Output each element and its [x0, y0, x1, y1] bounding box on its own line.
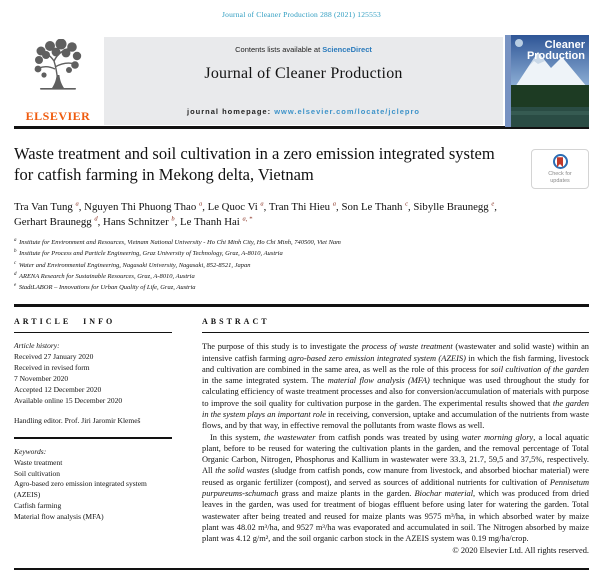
affiliation: $^a$ Institute for Environment and Resources, Vietnam National University - Ho Chi Minh City, Ho Chi Minh, 740500, Viet Nam: [14, 238, 341, 247]
abstract-paragraph: In this system, the wastewater from catfish ponds was treated by using water morning glory, a local aquatic plant, before to be reused for watering the cultivation plants in the garden, and the removal percentage of Total Organic Carbon, Nitrogen, Phosphorus and Kallium in wastewater were 33.3, 21.7, 59,5 and 37,5%, respectively. All the solid wastes (sludge from catfish ponds, cow manure from livestock, and absorbed biochar material) were reused as organic fertilizer (compost), and served as sources of additional nutrients for cultivation of Pennisetum purpureums-schumach grass and maize plants in the garden. Biochar material, which was produced from dried leaves in the garden, was used for treatment of biogas effluent before using later for watering the garden. Total wastewater after being treated and reused for maize plants was 9575 m³/ha, in which absorbed water by maize plant was 48.02 m³/ha, and 9527 m³/ha was evaporated and accumulated in soil. The Nitrogen absorbed by maize plant was 4.12 g/m², and the soil organic carbon stock in the AZEIS system was 0.19 mg/ha/crop.: [202, 432, 589, 544]
article-history-line: Received 27 January 2020: [14, 352, 94, 362]
article-history-label: Article history:: [14, 341, 60, 351]
handling-editor: Handling editor. Prof. Jiri Jaromir Klemeš: [14, 416, 141, 426]
keyword: Waste treatment: [14, 457, 63, 467]
running-head-citation: Journal of Cleaner Production 288 (2021) 125553: [222, 10, 381, 19]
sciencedirect-link[interactable]: ScienceDirect: [322, 45, 372, 54]
contents-prefix: Contents lists available at: [235, 45, 323, 54]
abstract-heading: ABSTRACT: [202, 316, 270, 326]
copyright-line: © 2020 Elsevier Ltd. All rights reserved.: [452, 545, 589, 555]
affiliation: $^b$ Institute for Process and Particle Engineering, Graz University of Technology, Graz, A-8010, Austria: [14, 249, 283, 258]
homepage-line: [104, 107, 503, 116]
affiliation: $^c$ Water and Environmental Engineering, Nagasaki University, Nagasaki, 852-8521, Japan: [14, 260, 251, 269]
info-abstract-columns: [14, 317, 589, 555]
author-list: Tra Van Tung $^a$, Nguyen Thi Phuong Thao $^a$, Le Quoc Vi $^a$, Tran Thi Hieu $^a$, Son Le Thanh $^c$, Sibylle Braunegg $^e$, Gerhart Braunegg $^d$, Hans Schnitzer $^b$, Le Thanh Hai $^{a, *}$: [14, 200, 497, 228]
keywords-list: [14, 458, 172, 523]
journal-banner: [104, 37, 503, 125]
journal-header: [14, 37, 589, 125]
journal-cover-thumbnail: [505, 35, 589, 127]
affiliation-list: [14, 237, 589, 293]
affiliation: $^d$ ARENA Research for Sustainable Resources, Graz, A-8010, Austria: [14, 271, 195, 280]
elsevier-tree-icon: [32, 39, 84, 100]
homepage-label: journal homepage:: [187, 107, 275, 116]
article-info-heading: ARTICLE INFO: [14, 316, 116, 326]
article-history-line: Accepted 12 December 2020: [14, 384, 102, 394]
keywords-label: Keywords:: [14, 446, 47, 456]
keyword: Agro-based zero emission integrated system (AZEIS): [14, 479, 147, 500]
journal-homepage-link[interactable]: www.elsevier.com/locate/jclepro: [274, 107, 420, 116]
affiliation: $^e$ StadtLABOR – Innovations for Urban Quality of Life, Graz, Austria: [14, 283, 196, 292]
keyword: Soil cultivation: [14, 468, 61, 478]
article-info-column: [14, 317, 172, 555]
cover-title-line2: Production: [526, 50, 585, 62]
check-updates-icon: [553, 154, 568, 169]
abstract-heading-rule: [202, 332, 589, 334]
header-divider: [14, 126, 589, 129]
journal-name: Journal of Cleaner Production: [204, 65, 403, 82]
title-row: [14, 143, 589, 189]
article-history-line: Available online 15 December 2020: [14, 395, 123, 405]
elsevier-logo: [14, 37, 102, 125]
abstract-column: [202, 317, 589, 555]
contents-list-line: [104, 45, 503, 54]
abstract-paragraph: The purpose of this study is to investigate the process of waste treatment (wastewater and solid waste) within an intensive catfish farming agro-based zero emission integrated system (AZEIS) in which the fish farming, livestock and cultivation are combined in the same area, as well as the role of this process for soil cultivation of the garden in the same integrated system. The material flow analysis (MFA) technique was used throughout the study for calculating efficiency of waste treatment processes and also for conversion/accumulation of materials with purpose to improve the soil quality for cultivation purpose in the garden. The experimental results showed that the garden in the system plays an important role in receiving, conversion, uptake and accumulation of the nutrients from waste flows, and by that way, in effective removal the pollutants from waste flows as well.: [202, 342, 589, 431]
article-info-heading-rule: [14, 332, 172, 334]
elsevier-wordmark: ELSEVIER: [25, 109, 91, 123]
check-updates-label: Check for updates: [548, 171, 572, 184]
page-bottom-rule: [14, 568, 589, 571]
author: Le Quoc Vi $^a$: [207, 200, 264, 213]
author: Gerhart Braunegg $^d$: [14, 214, 98, 228]
keyword: Material flow analysis (MFA): [14, 512, 104, 522]
keywords-rule: [14, 437, 172, 439]
article-history-line: 7 November 2020: [14, 373, 69, 383]
section-divider-top: [14, 304, 589, 307]
article-history-line: Received in revised form: [14, 362, 90, 372]
keyword: Catfish farming: [14, 501, 62, 511]
author: Le Thanh Hai $^{a, *}$: [180, 214, 253, 228]
author: Hans Schnitzer $^b$: [103, 214, 175, 228]
cover-title-line1: Cleaner: [544, 39, 585, 51]
article-history-list: [14, 352, 172, 406]
author: Sibylle Braunegg $^e$: [413, 200, 495, 213]
author: Son Le Thanh $^c$: [341, 200, 409, 213]
check-for-updates-badge[interactable]: [531, 149, 589, 189]
author: Tra Van Tung $^a$: [14, 200, 79, 213]
author: Nguyen Thi Phuong Thao $^a$: [84, 200, 203, 213]
author: Tran Thi Hieu $^a$: [268, 200, 337, 213]
abstract-body: [202, 341, 589, 544]
article-title: Waste treatment and soil cultivation in a zero emission integrated system for catfish farming in Mekong delta, Vietnam: [14, 144, 495, 185]
